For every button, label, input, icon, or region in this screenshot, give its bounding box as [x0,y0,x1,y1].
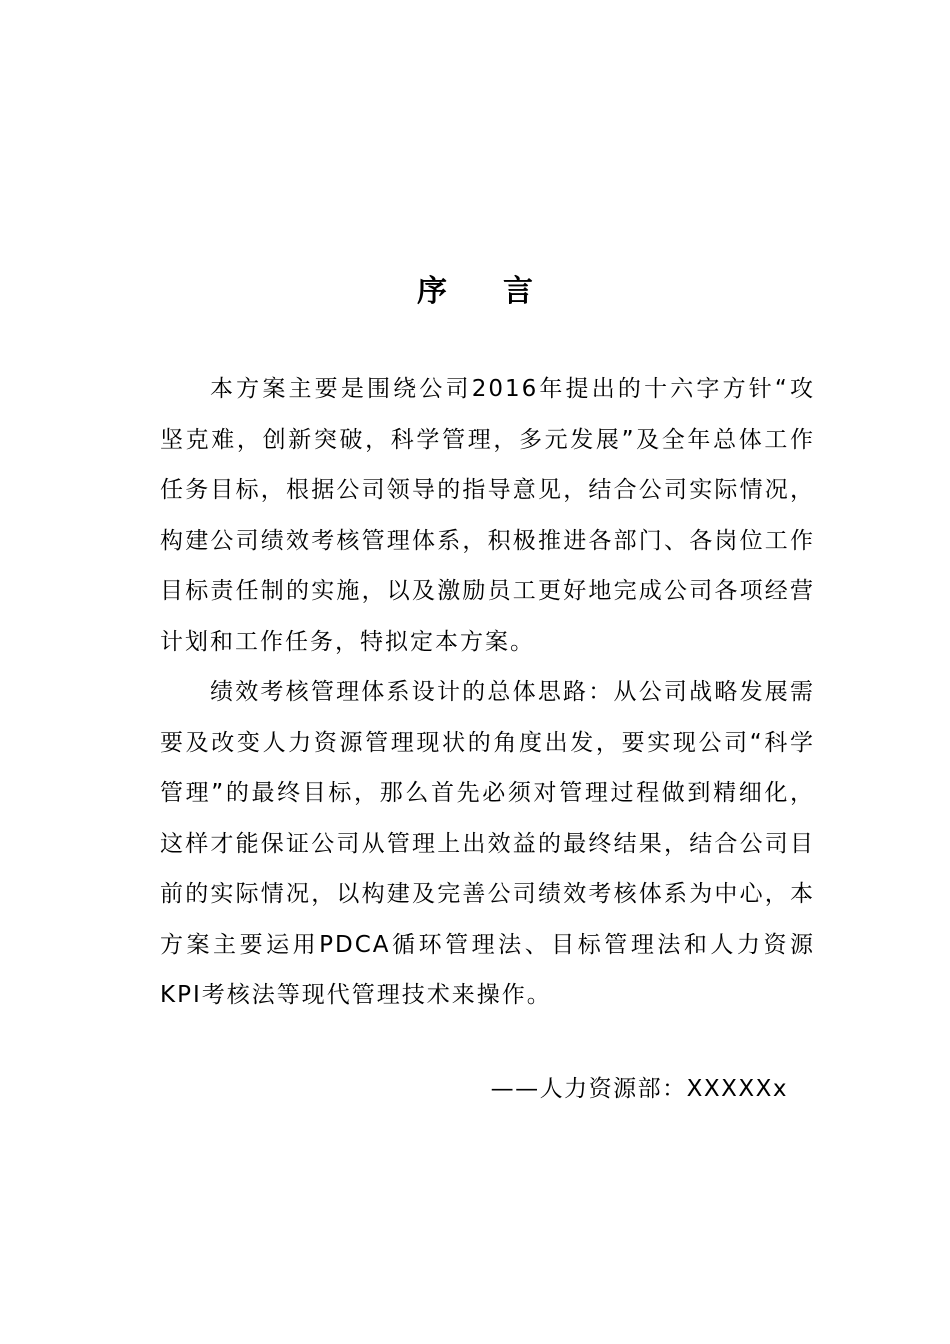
preface-body [160,364,815,1021]
page-title: 序言 [417,274,589,309]
paragraph-approach: 绩效考核管理体系设计的总体思路：从公司战略发展需要及改变人力资源管理现状的角度出发，要实现公司“科学管理”的最终目标，那么首先必须对管理过程做到精细化，这样才能保证公司从管理上出效益的最终结果，结合公司目前的实际情况，以构建及完善公司绩效考核体系为中心，本方案主要运用PDCA循环管理法、目标管理法和人力资源KPI考核法等现代管理技术来操作。 [160,679,815,1008]
signature: ——人力资源部：XXXXXx [490,1076,788,1102]
paragraph-intro: 本方案主要是围绕公司2016年提出的十六字方针“攻坚克难，创新突破，科学管理，多元发展”及全年总体工作任务目标，根据公司领导的指导意见，结合公司实际情况，构建公司绩效考核管理体系，积极推进各部门、各岗位工作目标责任制的实施，以及激励员工更好地完成公司各项经营计划和工作任务，特拟定本方案。 [160,376,815,655]
